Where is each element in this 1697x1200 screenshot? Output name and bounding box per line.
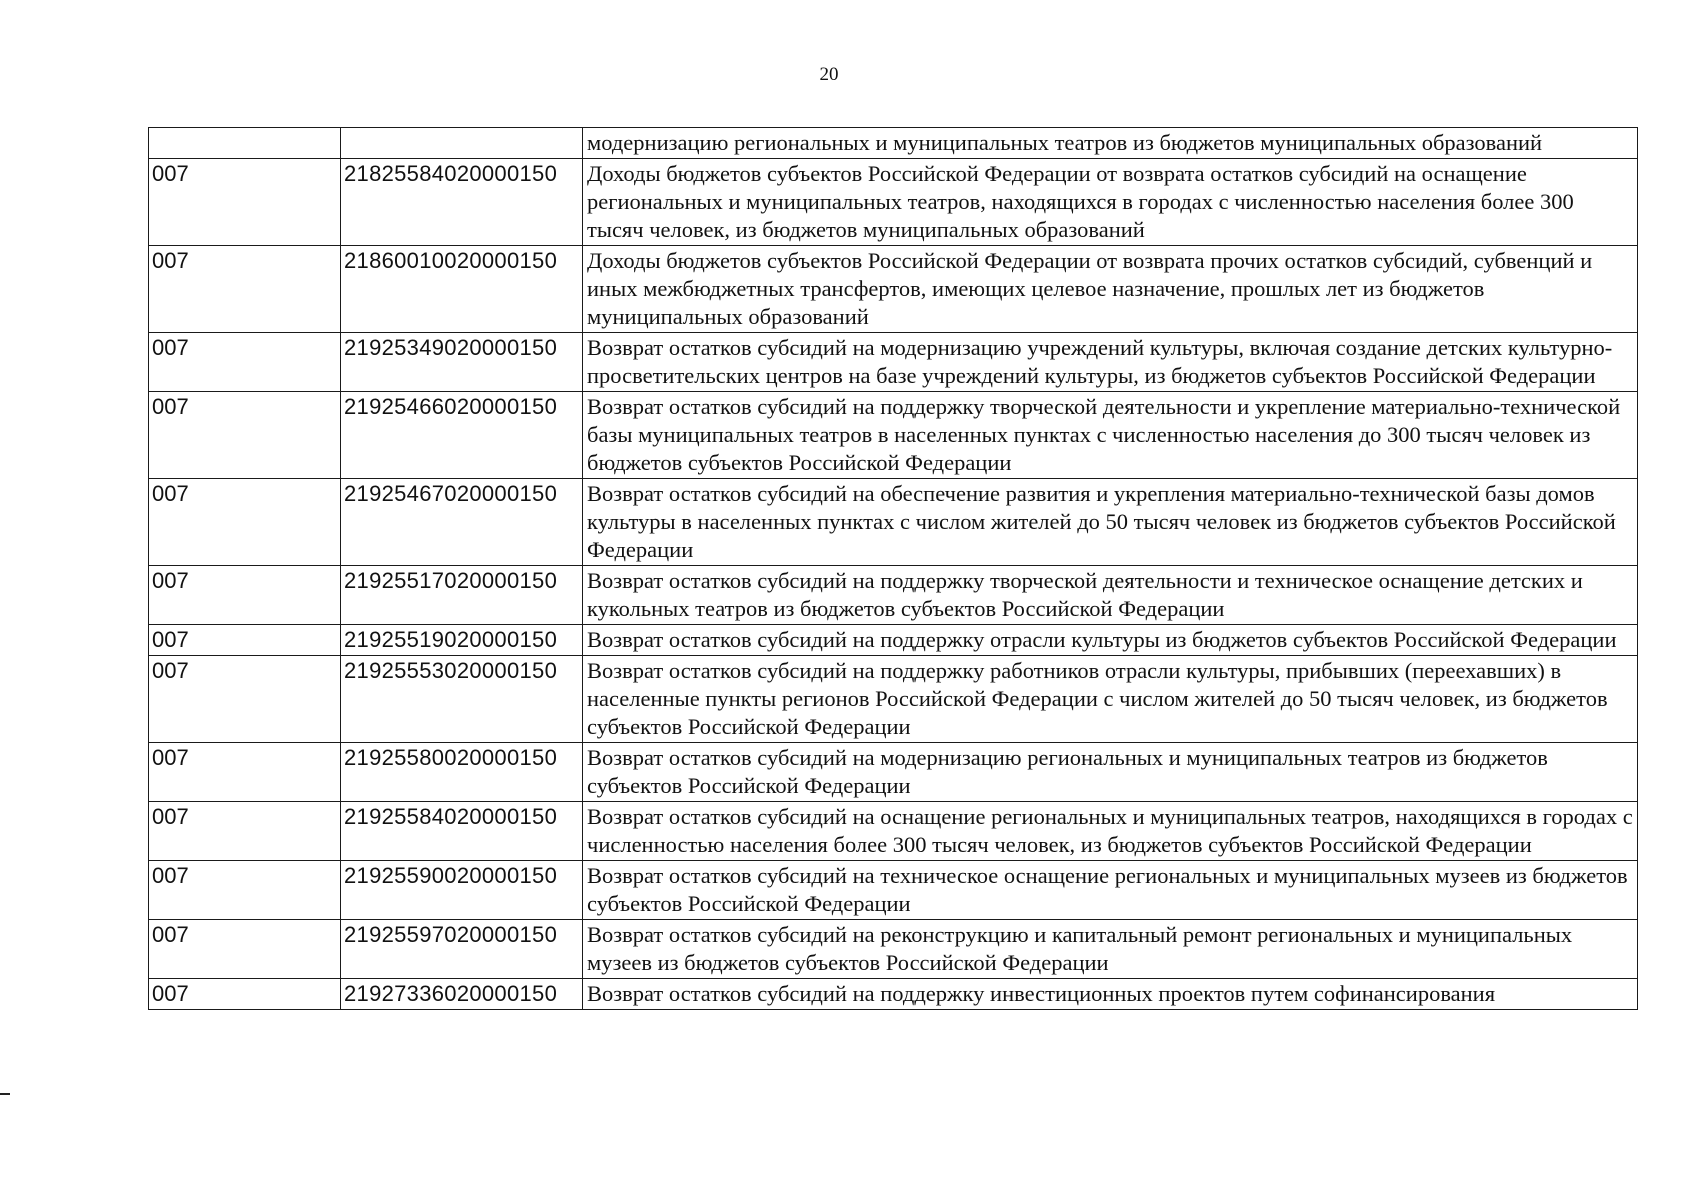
budget-code-cell: 21825584020000150 [341,159,583,246]
budget-code-cell: 21927336020000150 [341,979,583,1010]
table-row [149,479,1638,566]
description-cell: Возврат остатков субсидий на реконструкцию и капитальный ремонт региональных и муниципальных музеев из бюджетов субъектов Российской Федерации [583,920,1638,979]
table-row [149,246,1638,333]
budget-code-cell: 21925590020000150 [341,861,583,920]
margin-mark [0,1093,10,1095]
table-row [149,802,1638,861]
chapter-code-cell: 007 [149,333,341,392]
description-cell: Возврат остатков субсидий на оснащение региональных и муниципальных театров, находящихся в городах с численностью населения более 300 тысяч человек, из бюджетов субъектов Российской Федерации [583,802,1638,861]
description-cell: Доходы бюджетов субъектов Российской Федерации от возврата прочих остатков субсидий, субвенций и иных межбюджетных трансфертов, имеющих целевое назначение, прошлых лет из бюджетов муниципальных образований [583,246,1638,333]
budget-code-cell: 21925467020000150 [341,479,583,566]
chapter-code-cell: 007 [149,656,341,743]
chapter-code-cell: 007 [149,625,341,656]
table-row [149,979,1638,1010]
table-row [149,128,1638,159]
chapter-code-cell: 007 [149,802,341,861]
chapter-code-cell: 007 [149,479,341,566]
chapter-code-cell: 007 [149,861,341,920]
chapter-code-cell: 007 [149,392,341,479]
chapter-code-cell: 007 [149,246,341,333]
description-cell: Возврат остатков субсидий на поддержку инвестиционных проектов путем софинансирования [583,979,1638,1010]
page-number: 20 [819,64,839,85]
description-cell: Возврат остатков субсидий на поддержку творческой деятельности и укрепление материально-технической базы муниципальных театров в населенных пунктах с численностью населения до 300 тысяч человек из бюджетов субъектов Российской Федерации [583,392,1638,479]
description-cell: Доходы бюджетов субъектов Российской Федерации от возврата остатков субсидий на оснащение региональных и муниципальных театров, находящихся в городах с численностью населения более 300 тысяч человек, из бюджетов муниципальных образований [583,159,1638,246]
budget-code-cell: 21925466020000150 [341,392,583,479]
budget-code-cell: 21925349020000150 [341,333,583,392]
budget-code-cell [341,128,583,159]
budget-codes-table [148,127,1638,1010]
description-cell: модернизацию региональных и муниципальных театров из бюджетов муниципальных образований [583,128,1638,159]
budget-code-cell: 21925517020000150 [341,566,583,625]
chapter-code-cell: 007 [149,159,341,246]
chapter-code-cell: 007 [149,743,341,802]
chapter-code-cell: 007 [149,979,341,1010]
description-cell: Возврат остатков субсидий на поддержку работников отрасли культуры, прибывших (переехавших) в населенные пункты регионов Российской Федерации с числом жителей до 50 тысяч человек, из бюджетов субъектов Российской Федерации [583,656,1638,743]
chapter-code-cell: 007 [149,566,341,625]
table-row [149,743,1638,802]
table-row [149,392,1638,479]
budget-code-cell: 21925519020000150 [341,625,583,656]
chapter-code-cell [149,128,341,159]
table-row [149,333,1638,392]
description-cell: Возврат остатков субсидий на обеспечение развития и укрепления материально-технической базы домов культуры в населенных пунктах с числом жителей до 50 тысяч человек из бюджетов субъектов Российской Федерации [583,479,1638,566]
description-cell: Возврат остатков субсидий на модернизацию региональных и муниципальных театров из бюджетов субъектов Российской Федерации [583,743,1638,802]
budget-code-cell: 21925553020000150 [341,656,583,743]
table-row [149,159,1638,246]
budget-code-cell: 21860010020000150 [341,246,583,333]
table-body [149,128,1638,1010]
budget-code-cell: 21925584020000150 [341,802,583,861]
table-row [149,656,1638,743]
description-cell: Возврат остатков субсидий на модернизацию учреждений культуры, включая создание детских культурно-просветительских центров на базе учреждений культуры, из бюджетов субъектов Российской Федерации [583,333,1638,392]
table-row [149,920,1638,979]
description-cell: Возврат остатков субсидий на поддержку творческой деятельности и техническое оснащение детских и кукольных театров из бюджетов субъектов Российской Федерации [583,566,1638,625]
table-row [149,625,1638,656]
description-cell: Возврат остатков субсидий на поддержку отрасли культуры из бюджетов субъектов Российской Федерации [583,625,1638,656]
budget-code-cell: 21925580020000150 [341,743,583,802]
description-cell: Возврат остатков субсидий на техническое оснащение региональных и муниципальных музеев из бюджетов субъектов Российской Федерации [583,861,1638,920]
table-row [149,566,1638,625]
chapter-code-cell: 007 [149,920,341,979]
budget-code-cell: 21925597020000150 [341,920,583,979]
table-row [149,861,1638,920]
